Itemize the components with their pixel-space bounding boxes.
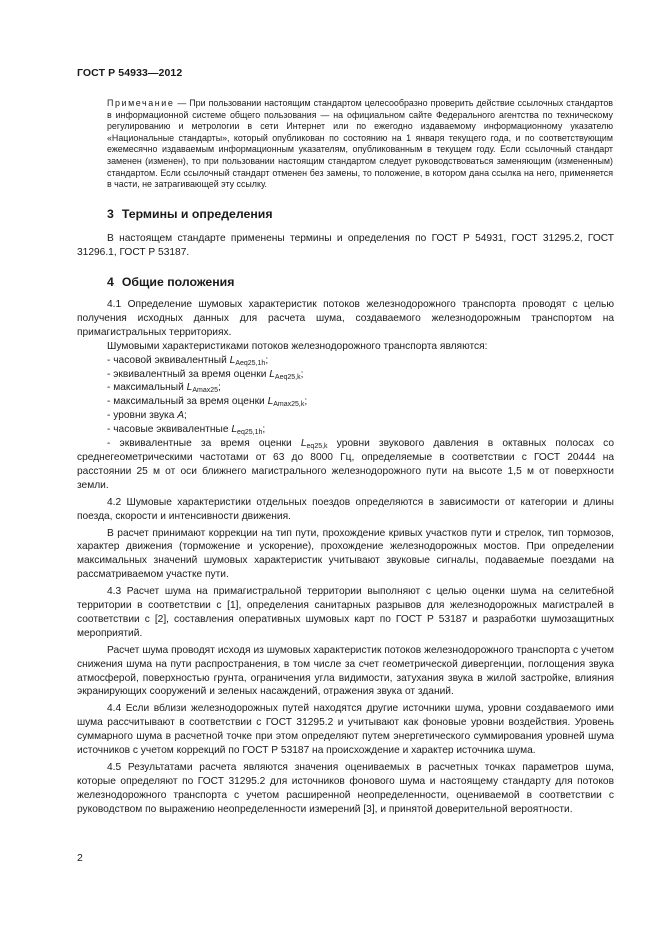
list-item: - часовой эквивалентный $L_{Aeq25,1h}$; [107,354,269,367]
section-4-title: Общие положения [121,275,235,289]
characteristics-intro: Шумовыми характеристиками потоков железнодорожного транспорта являются: [107,340,488,352]
clause-4-2: 4.2 Шумовые характеристики отдельных поездов определяются в зависимости от категории и длины поезда, скорости и интенсивности движения. [77,496,614,522]
list-item-last: - эквивалентные за время оценки $L_{eq25,k}$ уровни звукового давления в октавных полосах со среднегеометрическими частотами от 63 до 8000 Гц, определяемые в соответствии с ГОСТ 20444 на расстоянии 25 м от оси ближнего магистрального железнодорожного пути на высоте 1,5 м от поверхности земли. [77,438,614,491]
section-4-heading [107,275,234,289]
list-item: - максимальный за время оценки $L_{Amax25,k}$; [107,396,308,409]
note-text: — При пользовании настоящим стандартом целесообразно проверить действие ссылочных стандартов в информационной системе общего пользования — на официальном сайте Федерального агентства по техническому регулированию и метрологии в сети Интернет или по ежегодно издаваемому информационному указателю «Национальные стандарты», который опубликован по состоянию на 1 января текущего года, и по соответствующим ежемесячно издаваемым информационным указателям, опубликованным в текущем году. Если ссылочный стандарт заменен (изменен), то при пользовании настоящим стандартом следует руководствоваться заменяющим (измененным) стандартом. Если ссылочный стандарт отменен без замены, то положение, в котором дана ссылка на него, применяется в части, не затрагивающей эту ссылку. [107,98,614,190]
clause-4-1: 4.1 Определение шумовых характеристик потоков железнодорожного транспорта проводят с целью получения исходных данных для расчета шума, создаваемого железнодорожным транспортом на примагистральных территориях. [77,299,614,338]
section-4-number: 4 [107,275,114,289]
clause-4-5: 4.5 Результатами расчета являются значения оцениваемых в расчетных точках параметров шума, которые определяют по ГОСТ 31295.2 для источников фонового шума и настоящему стандарту для потоков железнодорожного транспорта с учетом расширенной неопределенности, оцениваемой в соответствии с руководством по выражению неопределенности измерений [3], и принятой доверительной вероятности. [77,762,614,815]
clause-4-3: 4.3 Расчет шума на примагистральной территории выполняют с целью оценки шума на селитебной территории в соответствии с [1], определения санитарных разрывов для железнодорожных магистралей в соответствии с [2], составления оперативных шумовых карт по ГОСТ Р 53187 и разработки шумозащитных мероприятий. [77,586,614,639]
list-item: - часовые эквивалентные $L_{eq25,1h}$; [107,424,266,437]
page-number: 2 [77,852,83,864]
note-label: Примечание [107,98,175,108]
list-item: - максимальный $L_{Amax25}$; [107,382,221,395]
section-3-heading [107,207,273,221]
reference-note [107,98,613,191]
section-3-title: Термины и определения [121,207,273,221]
list-item: - эквивалентный за время оценки $L_{Aeq25,k}$; [107,368,304,381]
document-header: ГОСТ Р 54933—2012 [77,67,183,79]
list-item: - уровни звука A; [107,410,187,422]
section-4-body [77,298,614,817]
section-3-text: В настоящем стандарте применены термины и определения по ГОСТ Р 54931, ГОСТ 31295.2, ГОСТ 31296.1, ГОСТ Р 53187. [77,233,614,258]
clause-4-2-corrections: В расчет принимают коррекции на тип пути, прохождение кривых участков пути и стрелок, тип тормозов, характер движения (торможение и ускорение), прохождение железнодорожных мостов. При определении максимальных значений шумовых характеристик учитывают звуковые сигналы, подаваемые поездами на рассматриваемом участке пути. [77,527,614,581]
clause-4-3-calculation: Расчет шума проводят исходя из шумовых характеристик потоков железнодорожного транспорта с учетом снижения шума на пути распространения, в том числе за счет геометрической дивергенции, поглощения звука атмосферой, поверхностью грунта, ограничения угла видимости, затухания звука в жилой застройке, влияния экранирующих сооружений и зеленых насаждений, отражения звука от зданий. [77,644,614,698]
section-3-number: 3 [107,207,114,221]
clause-4-4: 4.4 Если вблизи железнодорожных путей находятся другие источники шума, уровни создаваемого ими шума рассчитывают в соответствии с ГОСТ 31295.2 и учитывают как фоновые уровни воздействия. Уровень суммарного шума в расчетной точке при этом определяют путем энергетического суммирования уровней шума источников с учетом коррекций по ГОСТ Р 53187 на происхождение и характер источника шума. [77,703,614,757]
section-3-body [77,232,614,260]
